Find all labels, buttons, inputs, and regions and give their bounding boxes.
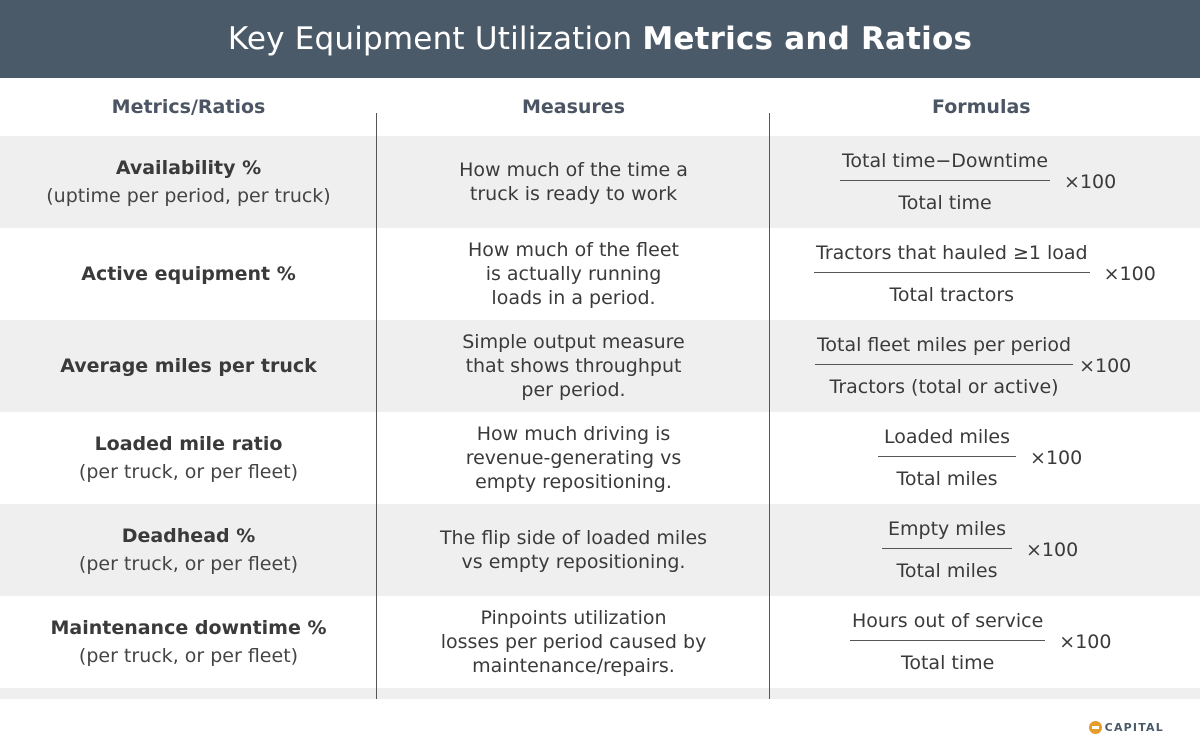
metric-cell xyxy=(0,136,377,228)
table-row xyxy=(0,320,1200,412)
metric-name: Loaded mile ratio xyxy=(94,433,283,455)
header-formulas: Formulas xyxy=(932,96,1031,118)
metric-sub: (per truck, or per fleet) xyxy=(78,461,299,483)
formula-denominator: Tractors (total or active) xyxy=(829,376,1059,398)
metric-cell xyxy=(0,228,377,320)
title-light-text: Key Equipment Utilization xyxy=(227,21,633,57)
measure-line: is actually running xyxy=(485,263,662,285)
formula-cell xyxy=(840,136,1116,228)
metric-sub: (per truck, or per fleet) xyxy=(78,553,299,575)
metric-name: Average miles per truck xyxy=(60,355,317,377)
measure-line: that shows throughput xyxy=(465,355,682,377)
formula-multiplier: ×100 xyxy=(1103,263,1156,285)
formula-cell xyxy=(814,228,1156,320)
header-metrics: Metrics/Ratios xyxy=(111,96,266,118)
formula-cell xyxy=(850,596,1111,688)
measure-cell xyxy=(377,504,770,596)
measure-line: The flip side of loaded miles xyxy=(439,527,708,549)
formula-cell xyxy=(815,320,1131,412)
formula-denominator: Total time xyxy=(900,652,995,674)
metric-name: Availability % xyxy=(115,157,262,179)
formula-multiplier: ×100 xyxy=(1079,355,1132,377)
formula-fraction xyxy=(878,425,1016,491)
brand-logo xyxy=(1089,720,1164,734)
formula-cell xyxy=(882,504,1078,596)
logo-text: CAPITAL xyxy=(1104,720,1164,734)
formula-denominator: Total time xyxy=(898,192,992,214)
formula-fraction xyxy=(815,333,1073,399)
metric-name: Active equipment % xyxy=(81,263,296,285)
column-divider xyxy=(769,113,770,699)
measure-line: empty repositioning. xyxy=(475,471,672,493)
measure-line: Pinpoints utilization xyxy=(480,607,667,629)
formula-fraction xyxy=(840,149,1050,215)
table-header xyxy=(0,78,1200,136)
formula-numerator: Loaded miles xyxy=(878,425,1016,457)
formula-fraction xyxy=(850,609,1045,675)
metric-cell xyxy=(0,412,377,504)
formula-multiplier: ×100 xyxy=(1025,539,1079,561)
table-row xyxy=(0,228,1200,320)
formula-multiplier: ×100 xyxy=(1064,171,1117,193)
metric-cell xyxy=(0,596,377,688)
measure-line: How much of the fleet xyxy=(468,239,679,261)
measure-cell xyxy=(377,596,770,688)
metric-cell xyxy=(0,320,377,412)
metric-sub: (uptime per period, per truck) xyxy=(46,185,331,207)
table-row xyxy=(0,412,1200,504)
metric-name: Deadhead % xyxy=(121,525,256,547)
formula-fraction xyxy=(814,241,1090,307)
title-bold-text: Metrics and Ratios xyxy=(642,21,973,57)
measure-line: vs empty repositioning. xyxy=(461,551,686,573)
measure-cell xyxy=(377,412,770,504)
measure-line: loads in a period. xyxy=(491,287,656,309)
metric-cell xyxy=(0,504,377,596)
formula-numerator: Total time−Downtime xyxy=(840,149,1050,181)
measure-cell xyxy=(377,228,770,320)
measure-line: losses per period caused by xyxy=(440,631,707,653)
table-row xyxy=(0,504,1200,596)
table-row xyxy=(0,136,1200,228)
formula-numerator: Tractors that hauled ≥1 load xyxy=(814,241,1090,273)
column-divider xyxy=(376,113,377,699)
measure-line: truck is ready to work xyxy=(469,183,678,205)
formula-multiplier: ×100 xyxy=(1059,631,1112,653)
measure-line: per period. xyxy=(521,379,626,401)
formula-numerator: Empty miles xyxy=(882,517,1012,549)
ecapital-logo-icon xyxy=(1089,721,1102,734)
measure-line: How much driving is xyxy=(476,423,671,445)
header-measures: Measures xyxy=(521,96,625,118)
measure-cell xyxy=(377,136,770,228)
metric-sub: (per truck, or per fleet) xyxy=(78,645,299,667)
formula-denominator: Total miles xyxy=(896,560,998,582)
table-row xyxy=(0,596,1200,688)
metric-name: Maintenance downtime % xyxy=(50,617,327,639)
formula-denominator: Total miles xyxy=(896,468,998,490)
table-bottom-strip xyxy=(0,688,1200,699)
formula-numerator: Total fleet miles per period xyxy=(815,333,1073,365)
formula-fraction xyxy=(882,517,1012,583)
page-title xyxy=(0,0,1200,78)
measure-line: Simple output measure xyxy=(462,331,685,353)
measure-line: How much of the time a xyxy=(459,159,688,181)
measure-line: maintenance/repairs. xyxy=(472,655,675,677)
formula-multiplier: ×100 xyxy=(1030,447,1083,469)
measure-line: revenue-generating vs xyxy=(465,447,682,469)
formula-numerator: Hours out of service xyxy=(850,609,1045,641)
measure-cell xyxy=(377,320,770,412)
formula-denominator: Total tractors xyxy=(889,284,1015,306)
formula-cell xyxy=(878,412,1082,504)
